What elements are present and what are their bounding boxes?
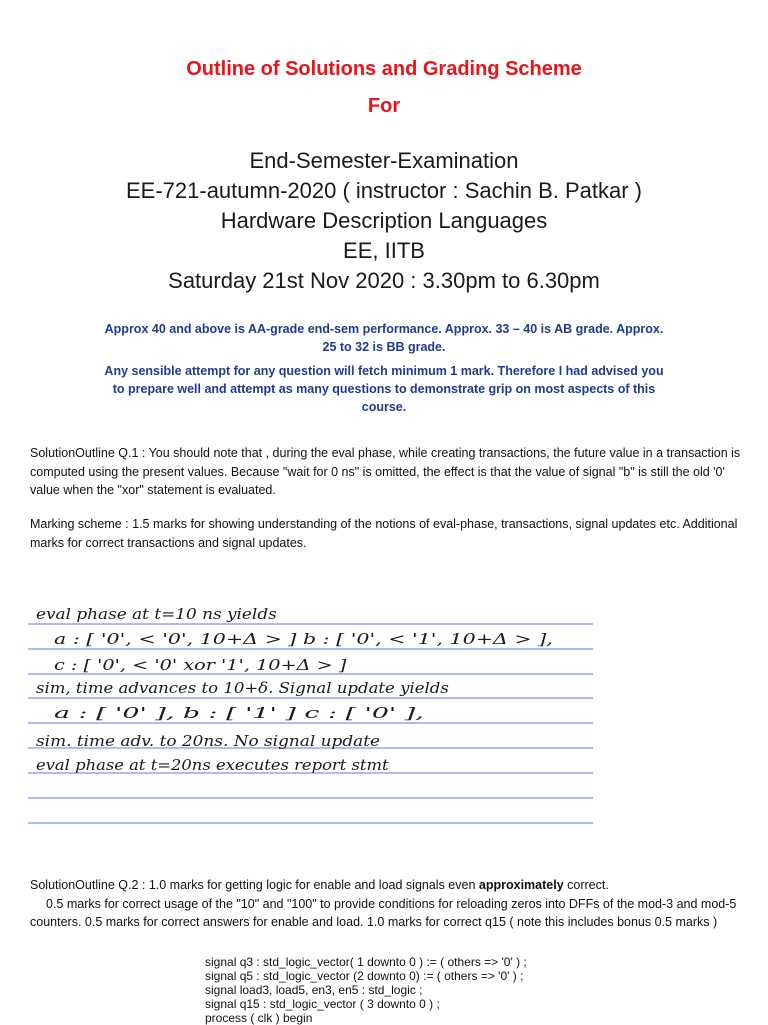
code-line: signal q5 : std_logic_vector (2 downto 0) := ( others => '0' ) ; (205, 969, 524, 983)
q2-solution-outline (30, 876, 745, 932)
handwritten-line: a : [ '0' ], b : [ '1' ] c : [ '0' ], (54, 704, 424, 722)
handwritten-line: sim, time advances to 10+δ. Signal update yields (36, 679, 450, 697)
title-line-2: For (367, 95, 401, 117)
ruled-lines (28, 598, 593, 838)
department: EE, IITB (343, 238, 425, 263)
q1-solution-outline: SolutionOutline Q.1 : You should note that , during the eval phase, while creating transactions, the future value in a transaction is computed using the present values. Because "wait for 0 ns" is omitted, the effect is that the value of signal "b" is still the old '0' value when the "xor" statement is evaluated. (30, 446, 741, 497)
code-line: signal q15 : std_logic_vector ( 3 downto 0 ) ; (205, 997, 440, 1011)
title-line-1: Outline of Solutions and Grading Scheme (186, 58, 582, 80)
minimum-mark-note: Any sensible attempt for any question will fetch minimum 1 mark. Therefore I had advised you to prepare well and attempt as many questions to demonstrate grip on most aspects of this course. (104, 364, 664, 414)
course-title: Hardware Description Languages (220, 208, 548, 233)
course-instructor: EE-721-autumn-2020 ( instructor : Sachin B. Patkar ) (125, 178, 642, 203)
q2-line1-start: SolutionOutline Q.2 : 1.0 marks for getting logic for enable and load signals even (30, 878, 479, 892)
code-line: signal q3 : std_logic_vector( 1 downto 0 ) := ( others => '0' ) ; (205, 955, 527, 969)
handwritten-line: eval phase at t=20ns executes report stmt (36, 756, 390, 774)
q2-marking-detail: 0.5 marks for correct usage of the "10" and "100" to provide conditions for reloading zeros into DFFs of the mod-3 and mod-5 counters. 0.5 marks for correct answers for enable and load. 1.0 marks for correct q15 ( note this includes bonus 0.5 marks ) (30, 896, 737, 929)
handwritten-line: a : [ '0', < '0', 10+Δ > ] b : [ '0', < '1', 10+Δ > ], (54, 630, 553, 648)
exam-date-time: Saturday 21st Nov 2020 : 3.30pm to 6.30pm (168, 268, 600, 293)
grade-thresholds-note: Approx 40 and above is AA-grade end-sem performance. Approx. 33 – 40 is AB grade. Approx. 25 to 32 is BB grade. (104, 322, 664, 354)
exam-name: End-Semester-Examination (249, 148, 519, 173)
q1-marking-scheme: Marking scheme : 1.5 marks for showing understanding of the notions of eval-phase, transactions, signal updates etc. Additional marks for correct transactions and signal updates. (30, 517, 738, 550)
exam-heading (0, 146, 768, 296)
handwritten-notes (28, 598, 593, 838)
q2-emphasis: approximately (478, 878, 564, 892)
code-block (205, 955, 725, 1025)
handwritten-line: sim. time adv. to 20ns. No signal update (36, 732, 381, 750)
q2-line1-end: correct. (563, 878, 609, 892)
code-line: signal load3, load5, en3, en5 : std_logic ; (205, 983, 423, 997)
handwritten-line: c : [ '0', < '0' xor '1', 10+Δ > ] (54, 656, 347, 674)
handwritten-line: eval phase at t=10 ns yields (36, 605, 278, 623)
code-line: process ( clk ) begin (205, 1011, 313, 1025)
